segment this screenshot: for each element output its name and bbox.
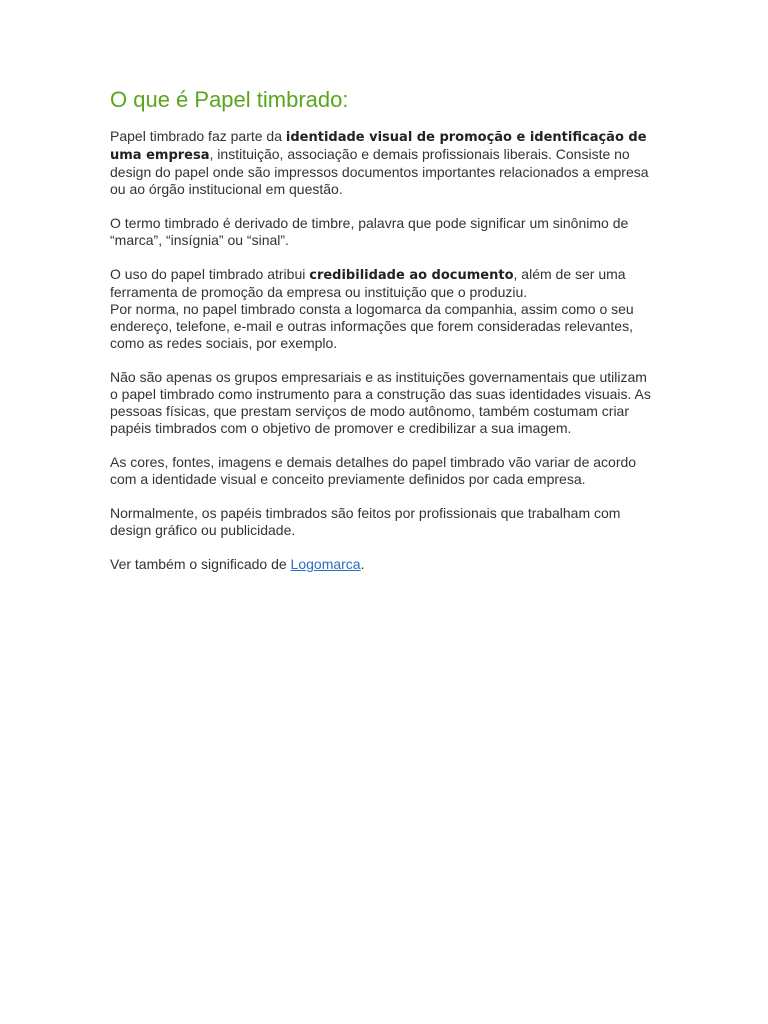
paragraph-professionals: Normalmente, os papéis timbrados são feitos por profissionais que trabalham com design gráfico ou publicidade. [110, 505, 621, 538]
logomarca-link[interactable]: Logomarca [290, 556, 361, 572]
paragraph-text: , instituição, associação e demais profissionais liberais. Consiste no design do papel onde são impressos documentos importantes relacionados a empresa ou ao órgão institucional em questão. [110, 146, 649, 197]
article-body [110, 86, 655, 590]
paragraph-text: Ver também o significado de [110, 556, 291, 572]
paragraph-see-also [110, 556, 655, 573]
page-title: O que é Papel timbrado: [110, 87, 349, 112]
paragraph-users: Não são apenas os grupos empresariais e as instituições governamentais que utilizam o papel timbrado como instrumento para a construção das suas identidades visuais. As pessoas físicas, que prestam serviços de modo autônomo, também costumam criar papéis timbrados com o objetivo de promover e credibilizar a sua imagem. [110, 369, 651, 436]
paragraph-etymology: O termo timbrado é derivado de timbre, palavra que pode significar um sinônimo de “marca”, “insígnia” ou “sinal”. [110, 215, 629, 248]
paragraph-text: O uso do papel timbrado atribui [110, 266, 310, 282]
paragraph-text: . [360, 556, 365, 572]
paragraph-definition [110, 128, 655, 198]
paragraph-design-details: As cores, fontes, imagens e demais detalhes do papel timbrado vão variar de acordo com a identidade visual e conceito previamente definidos por cada empresa. [110, 454, 637, 487]
paragraph-text: , além de ser uma ferramenta de promoção da empresa ou instituição que o produziu. [110, 266, 626, 300]
bold-phrase: credibilidade ao documento [309, 268, 514, 283]
bold-phrase: identidade visual de promoção e identificação de uma empresa [110, 130, 647, 163]
paragraph-usage [110, 266, 655, 301]
paragraph-contents: Por norma, no papel timbrado consta a logomarca da companhia, assim como o seu endereço, telefone, e-mail e outras informações que forem consideradas relevantes, como as redes sociais, por exemplo. [110, 301, 634, 351]
paragraph-text: Papel timbrado faz parte da [110, 128, 286, 144]
